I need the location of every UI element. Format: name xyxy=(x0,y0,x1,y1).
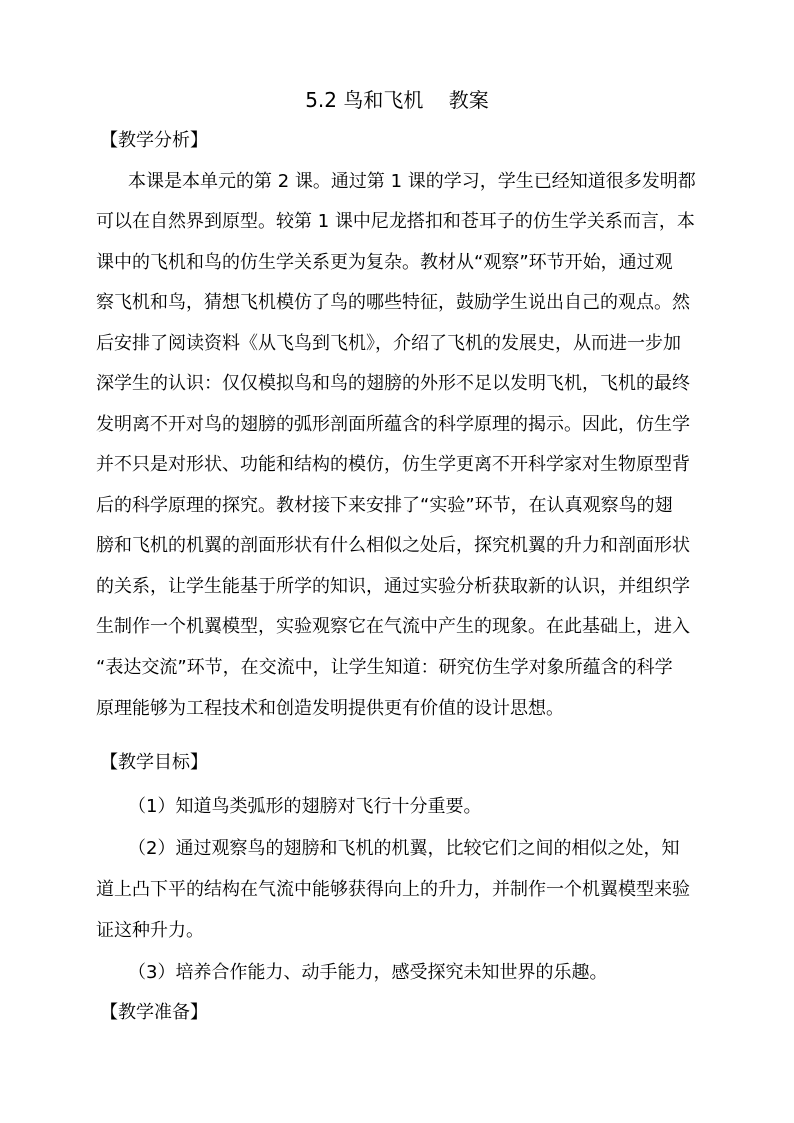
paragraph-line: 发明离不开对鸟的翅膀的弧形剖面所蕴含的科学原理的揭示。因此，仿生学 xyxy=(96,414,690,435)
paragraph-line: 本课是本单元的第 2 课。通过第 1 课的学习，学生已经知道很多发明都 xyxy=(128,171,696,192)
paragraph-line: “表达交流”环节，在交流中，让学生知道：研究仿生学对象所蕴含的科学 xyxy=(96,657,673,678)
goal-item: （3）培养合作能力、动手能力，感受探究未知世界的乐趣。 xyxy=(128,962,608,983)
paragraph-line: 后安排了阅读资料《从飞鸟到飞机》，介绍了飞机的发展史，从而进一步加 xyxy=(96,333,681,354)
paragraph-line: 并不只是对形状、功能和结构的模仿，仿生学更离不开科学家对生物原型背 xyxy=(96,454,690,475)
paragraph-line: 深学生的认识：仅仅模拟鸟和鸟的翅膀的外形不足以发明飞机，飞机的最终 xyxy=(96,373,690,394)
goal-item: （1）知道鸟类弧形的翅膀对飞行十分重要。 xyxy=(128,796,482,817)
goal-item-continuation: 道上凸下平的结构在气流中能够获得向上的升力，并制作一个机翼模型来验 xyxy=(96,879,690,900)
paragraph-line: 后的科学原理的探究。教材接下来安排了“实验”环节，在认真观察鸟的翅 xyxy=(96,495,673,516)
page-title: 5.2 鸟和飞机 教案 xyxy=(305,88,489,112)
paragraph-line: 课中的飞机和鸟的仿生学关系更为复杂。教材从“观察”环节开始，通过观 xyxy=(96,252,673,273)
paragraph-line: 的关系，让学生能基于所学的知识，通过实验分析获取新的认识，并组织学 xyxy=(96,576,690,597)
paragraph-line: 察飞机和鸟，猜想飞机模仿了鸟的哪些特征，鼓励学生说出自己的观点。然 xyxy=(96,292,690,313)
section-heading-goals: 【教学目标】 xyxy=(100,752,208,773)
goal-item-continuation: 证这种升力。 xyxy=(96,920,204,941)
paragraph-line: 可以在自然界到原型。较第 1 课中尼龙搭扣和苍耳子的仿生学关系而言，本 xyxy=(96,211,695,232)
goal-item: （2）通过观察鸟的翅膀和飞机的机翼，比较它们之间的相似之处，知 xyxy=(128,838,680,859)
paragraph-line: 生制作一个机翼模型，实验观察它在气流中产生的现象。在此基础上，进入 xyxy=(96,616,690,637)
paragraph-line: 原理能够为工程技术和创造发明提供更有价值的设计思想。 xyxy=(96,698,564,719)
paragraph-line: 膀和飞机的机翼的剖面形状有什么相似之处后，探究机翼的升力和剖面形状 xyxy=(96,535,690,556)
section-heading-analysis: 【教学分析】 xyxy=(100,130,208,151)
section-heading-preparation: 【教学准备】 xyxy=(100,1002,208,1023)
